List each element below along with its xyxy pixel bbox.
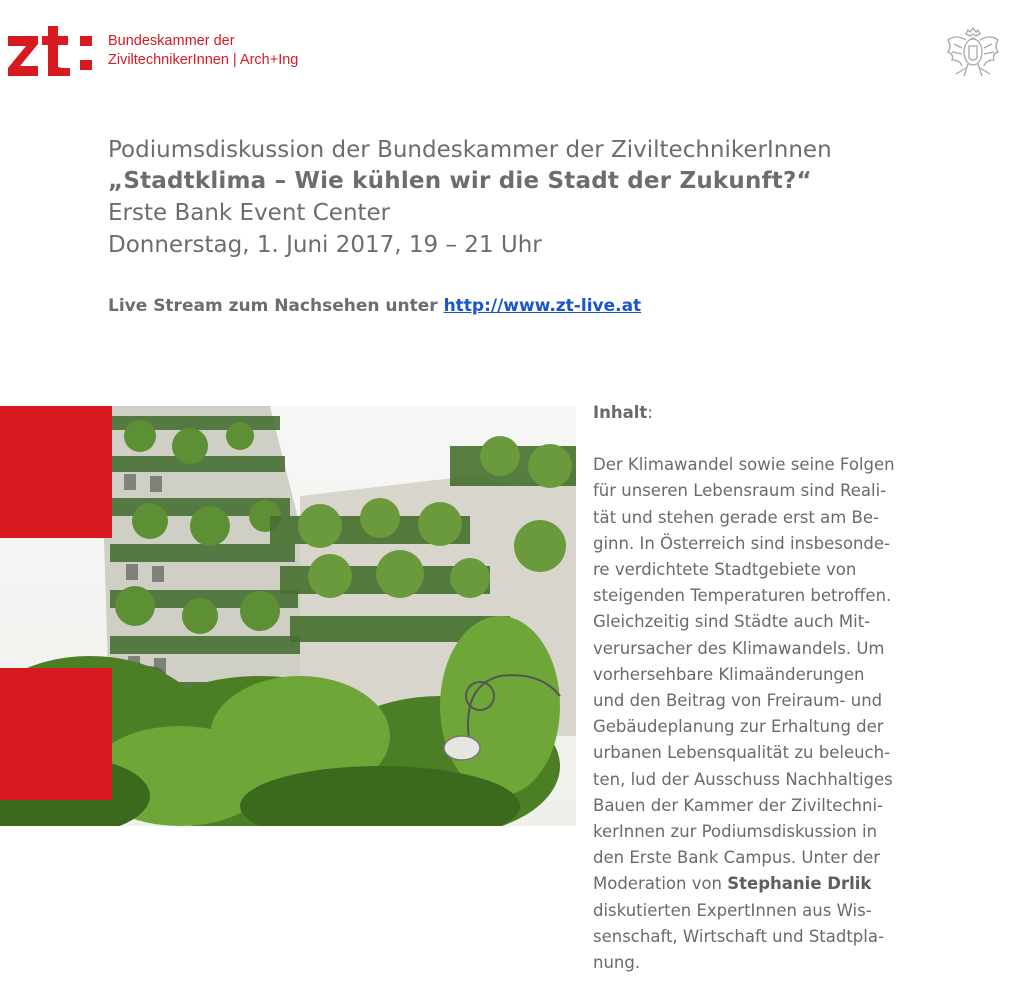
content-paragraph xyxy=(593,452,1013,976)
event-subtitle: Podiumsdiskussion der Bundeskammer der ZiviltechnikerInnen xyxy=(108,137,832,163)
content-line: für unseren Lebensraum sind Reali- xyxy=(593,481,887,501)
content-line: senschaft, Wirtschaft und Stadtpla- xyxy=(593,926,884,946)
green-building-photo xyxy=(0,406,576,826)
content-line: Gebäudeplanung zur Erhaltung der xyxy=(593,717,884,737)
red-accent-block-bottom xyxy=(0,668,112,800)
content-line: diskutierten ExpertInnen aus Wis- xyxy=(593,900,872,920)
red-accent-block-top xyxy=(0,406,112,538)
live-stream-label: Live Stream zum Nachsehen unter xyxy=(108,296,438,316)
event-title: „Stadtklima – Wie kühlen wir die Stadt der Zukunft?“ xyxy=(108,168,812,194)
live-stream-link[interactable]: http://www.zt-live.at xyxy=(443,296,642,316)
content-line: Gleichzeitig sind Städte auch Mit- xyxy=(593,612,871,632)
content-line: re verdichtete Stadtgebiete von xyxy=(593,560,857,580)
content-line: verursacher des Klimawandels. Um xyxy=(593,638,885,658)
content-line: Bauen der Kammer der Ziviltechni- xyxy=(593,795,883,815)
content-line: steigenden Temperaturen betroffen. xyxy=(593,586,892,606)
austrian-eagle-icon xyxy=(944,22,1002,84)
moderation-prefix: Moderation von xyxy=(593,874,723,894)
moderation-line xyxy=(593,871,1013,897)
content-heading xyxy=(593,400,1013,426)
content-line: tät und stehen gerade erst am Be- xyxy=(593,507,879,527)
event-venue: Erste Bank Event Center xyxy=(108,200,391,226)
moderator-name: Stephanie Drlik xyxy=(727,874,872,894)
content-line: nung. xyxy=(593,953,641,973)
content-line: urbanen Lebensqualität zu beleuch- xyxy=(593,743,891,763)
content-section xyxy=(593,400,1013,976)
content-line: vorhersehbare Klimaänderungen xyxy=(593,664,865,684)
content-line: den Erste Bank Campus. Unter der xyxy=(593,848,881,868)
content-line: Der Klimawandel sowie seine Folgen xyxy=(593,455,895,475)
content-heading-colon: : xyxy=(647,403,653,422)
content-line: und den Beitrag von Freiraum- und xyxy=(593,691,883,711)
zt-logo xyxy=(8,22,100,82)
content-line: ten, lud der Ausschuss Nachhaltiges xyxy=(593,769,893,789)
content-line: kerInnen zur Podiumsdiskussion in xyxy=(593,822,878,842)
content-line: ginn. In Österreich sind insbesonde- xyxy=(593,533,891,553)
org-line-2: ZiviltechnikerInnen | Arch+Ing xyxy=(108,52,299,68)
org-line-1: Bundeskammer der xyxy=(108,33,235,49)
content-heading-text: Inhalt xyxy=(593,403,648,422)
event-header xyxy=(108,136,1008,262)
organization-name xyxy=(108,32,298,70)
event-datetime: Donnerstag, 1. Juni 2017, 19 – 21 Uhr xyxy=(108,232,542,258)
live-stream-note xyxy=(108,296,641,316)
